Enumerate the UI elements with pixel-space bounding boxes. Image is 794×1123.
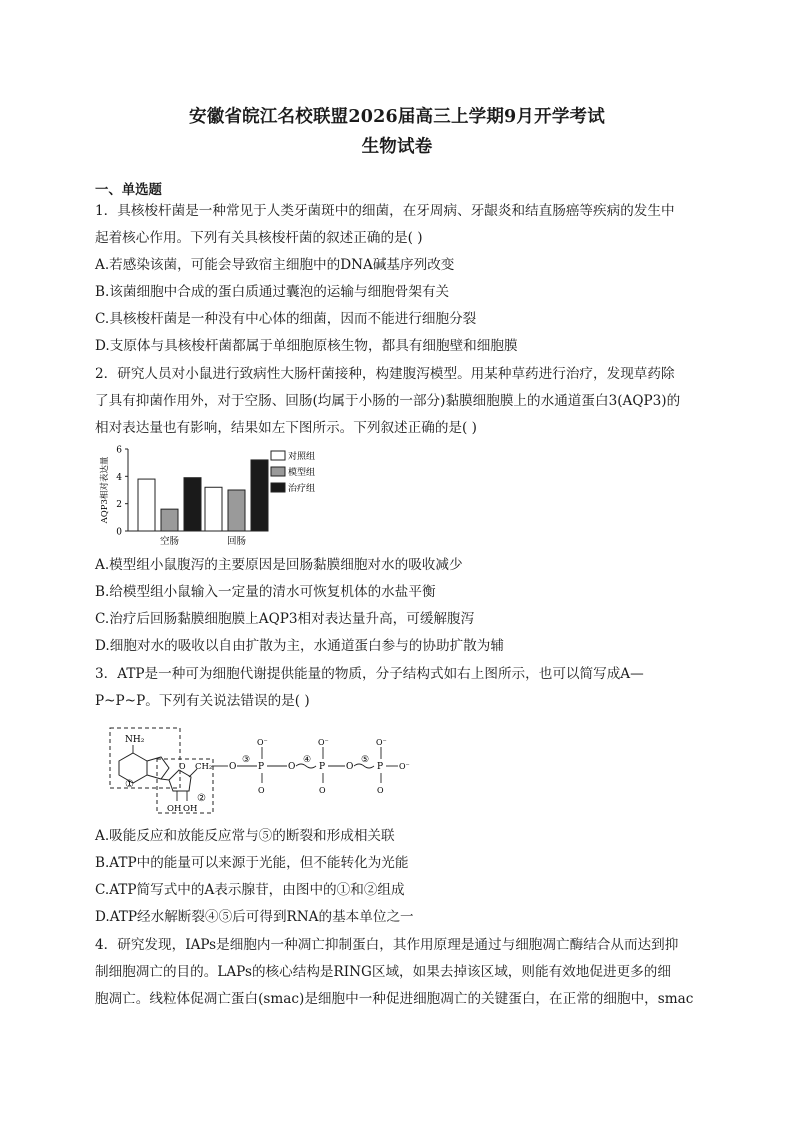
o-minus-top-1: O⁻ xyxy=(257,738,268,747)
nh2-label: NH₂ xyxy=(125,735,145,745)
y-tick-label-4: 4 xyxy=(116,472,122,483)
y-tick-label-2: 2 xyxy=(116,500,122,511)
legend-label-治疗组: 治疗组 xyxy=(288,484,316,494)
q2-option-d: D.细胞对水的吸收以自由扩散为主，水通道蛋白参与的协助扩散为辅 xyxy=(95,638,504,654)
legend-swatch-治疗组 xyxy=(271,483,285,492)
q2-stem-line3: 相对表达量也有影响，结果如左下图所示。下列叙述正确的是( ) xyxy=(95,420,477,436)
exam-title: 安徽省皖江名校联盟2026届高三上学期9月开学考试 xyxy=(189,107,605,127)
exam-subtitle: 生物试卷 xyxy=(361,137,433,157)
q2-option-c: C.治疗后回肠黏膜细胞膜上AQP3相对表达量升高，可缓解腹泻 xyxy=(95,611,475,627)
q4-stem-line1: 4．研究发现，IAPs是细胞内一种凋亡抑制蛋白，其作用原理是通过与细胞凋亡酶结合从而达到抑 xyxy=(95,937,679,953)
ch2-label: CH₂ xyxy=(195,762,213,772)
o-bottom-1: O xyxy=(258,786,265,795)
q1-stem-line2: 起着核心作用。下列有关具核梭杆菌的叙述正确的是( ) xyxy=(95,230,423,246)
q3-stem-line1: 3．ATP是一种可为细胞代谢提供能量的物质，分子结构式如右上图所示，也可以简写成A— xyxy=(95,666,644,682)
bar-空肠-模型组 xyxy=(161,509,178,531)
atp-structure-diagram xyxy=(107,725,417,817)
q3-option-b: B.ATP中的能量可以来源于光能，但不能转化为光能 xyxy=(95,855,409,871)
bridge-o-3: O xyxy=(346,762,354,772)
y-tick-label-0: 0 xyxy=(116,527,122,538)
section-heading: 一、单选题 xyxy=(95,182,162,198)
q4-stem-line3: 胞凋亡。线粒体促凋亡蛋白(smac)是细胞中一种促进细胞凋亡的关键蛋白，在正常的细胞中，smac xyxy=(95,991,694,1007)
q2-option-a: A.模型组小鼠腹泻的主要原因是回肠黏膜细胞对水的吸收减少 xyxy=(95,557,463,573)
q1-option-a: A.若感染该菌，可能会导致宿主细胞中的DNA碱基序列改变 xyxy=(95,257,455,273)
x-tick-label-空肠: 空肠 xyxy=(159,536,180,547)
bar-空肠-治疗组 xyxy=(184,478,201,531)
bar-回肠-对照组 xyxy=(205,487,222,531)
q3-option-c: C.ATP简写式中的A表示腺苷，由图中的①和②组成 xyxy=(95,882,405,898)
q1-option-d: D.支原体与具核梭杆菌都属于单细胞原核生物，都具有细胞壁和细胞膜 xyxy=(95,338,518,354)
phosphorus-1: P xyxy=(258,762,265,772)
q1-stem-line1: 1．具核梭杆菌是一种常见于人类牙菌斑中的细菌，在牙周病、牙龈炎和结直肠癌等疾病的发生中 xyxy=(95,203,675,219)
legend-label-模型组: 模型组 xyxy=(288,468,316,478)
q2-stem-line2: 了具有抑菌作用外，对于空肠、回肠(均属于小肠的一部分)黏膜细胞膜上的水通道蛋白3(AQP3)的 xyxy=(95,393,681,409)
y-tick-label-6: 6 xyxy=(116,445,122,456)
legend-label-对照组: 对照组 xyxy=(288,452,316,462)
q1-option-b: B.该菌细胞中合成的蛋白质通过囊泡的运输与细胞骨架有关 xyxy=(95,284,450,300)
q3-option-d: D.ATP经水解断裂④⑤后可得到RNA的基本单位之一 xyxy=(95,909,414,925)
phosphorus-3: P xyxy=(377,762,384,772)
x-tick-label-回肠: 回肠 xyxy=(226,536,247,547)
o-minus-top-3: O⁻ xyxy=(376,738,387,747)
q1-option-c: C.具核梭杆菌是一种没有中心体的细菌，因而不能进行细胞分裂 xyxy=(95,311,477,327)
bar-回肠-模型组 xyxy=(228,490,245,531)
ribose-oxygen: O xyxy=(179,762,186,771)
legend-swatch-对照组 xyxy=(271,451,285,460)
bridge-o-2: O xyxy=(288,762,296,772)
bar-空肠-对照组 xyxy=(138,479,155,531)
y-axis-title: AQP3相对表达量 xyxy=(100,456,110,524)
q3-option-a: A.吸能反应和放能反应常与⑤的断裂和形成相关联 xyxy=(95,828,395,844)
o-bottom-3: O xyxy=(377,786,384,795)
adenine-five-ring xyxy=(147,757,169,779)
q4-stem-line2: 制细胞凋亡的目的。LAPs的核心结构是RING区域，如果去掉该区域，则能有效地促进更多的细 xyxy=(95,964,671,980)
q2-option-b: B.给模型组小鼠输入一定量的清水可恢复机体的水盐平衡 xyxy=(95,584,436,600)
aqp3-bar-chart xyxy=(95,443,355,548)
o-minus-top-2: O⁻ xyxy=(318,738,329,747)
phosphorus-2: P xyxy=(319,762,326,772)
marker-1: ① xyxy=(125,779,134,790)
legend-swatch-模型组 xyxy=(271,467,285,476)
o-minus-end: O⁻ xyxy=(399,762,410,771)
oh-right: OH xyxy=(183,804,198,814)
bridge-o-1: O xyxy=(229,762,237,772)
bar-回肠-治疗组 xyxy=(251,460,268,531)
q3-stem-line2: P~P~P。下列有关说法错误的是( ) xyxy=(95,693,310,709)
marker-2: ② xyxy=(197,793,206,804)
o-bottom-2: O xyxy=(319,786,326,795)
marker-5: ⑤ xyxy=(361,755,370,765)
oh-left: OH xyxy=(167,804,182,814)
marker-3: ③ xyxy=(242,755,251,765)
marker-4: ④ xyxy=(303,755,312,765)
q2-stem-line1: 2．研究人员对小鼠进行致病性大肠杆菌接种，构建腹泻模型。用某种草药进行治疗，发现草药除 xyxy=(95,366,675,382)
